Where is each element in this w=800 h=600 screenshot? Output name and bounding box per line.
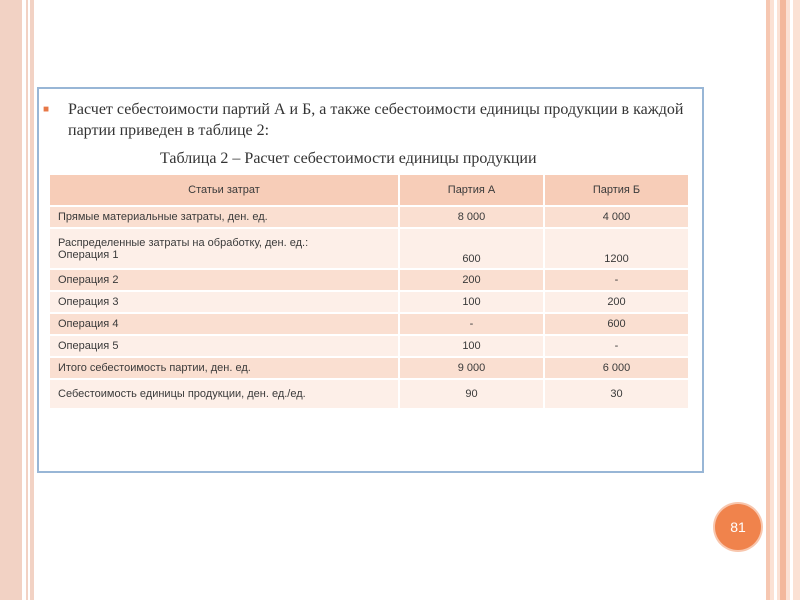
batch-a-cell: 100 [399,335,544,357]
cost-item-line: Распределенные затраты на обработку, ден. ед.: [58,236,309,249]
batch-b-cell: 200 [544,291,689,313]
batch-b-cell: 6 000 [544,357,689,379]
cost-item-cell [49,228,399,269]
header-cost-items: Статьи затрат [49,174,399,206]
table-row [49,269,689,291]
cost-item-line: Операция 1 [58,248,119,261]
table-row [49,291,689,313]
cost-item-cell: Операция 2 [49,269,399,291]
page-number-badge: 81 [715,504,761,550]
bullet-paragraph [43,99,698,141]
right-border-stripe [766,0,770,600]
batch-a-cell: 90 [399,379,544,409]
cost-item-cell: Себестоимость единицы продукции, ден. ед./ед. [49,379,399,409]
cost-item-cell: Операция 5 [49,335,399,357]
cost-item-cell: Операция 3 [49,291,399,313]
batch-b-cell: 1200 [544,228,689,269]
batch-a-cell: 9 000 [399,357,544,379]
table-row [49,379,689,409]
table-row [49,357,689,379]
batch-a-cell: 8 000 [399,206,544,228]
table-row [49,228,689,269]
left-decorative-border [0,0,34,600]
cost-table [48,173,690,410]
bullet-text: Расчет себестоимости партий А и Б, а также себестоимости единицы продукции в каждой партии приведен в таблице 2: [68,101,684,139]
batch-a-cell: 600 [399,228,544,269]
batch-a-cell: - [399,313,544,335]
batch-b-cell: - [544,335,689,357]
cost-item-cell: Прямые материальные затраты, ден. ед. [49,206,399,228]
right-border-stripe [790,0,793,600]
right-border-stripe [774,0,777,600]
left-border-stripe [22,0,26,600]
bullet-icon: ■ [43,104,50,115]
table-row [49,313,689,335]
left-border-stripe [28,0,30,600]
right-border-stripe [780,0,786,600]
table-row [49,335,689,357]
header-batch-b: Партия Б [544,174,689,206]
cost-item-cell: Операция 4 [49,313,399,335]
header-batch-a: Партия А [399,174,544,206]
table-header-row [49,174,689,206]
table-caption: Таблица 2 – Расчет себестоимости единицы продукции [160,150,537,167]
batch-a-cell: 200 [399,269,544,291]
batch-a-cell: 100 [399,291,544,313]
batch-b-cell: 30 [544,379,689,409]
batch-b-cell: - [544,269,689,291]
table-row [49,206,689,228]
batch-b-cell: 4 000 [544,206,689,228]
right-decorative-border [766,0,800,600]
cost-item-cell: Итого себестоимость партии, ден. ед. [49,357,399,379]
batch-b-cell: 600 [544,313,689,335]
